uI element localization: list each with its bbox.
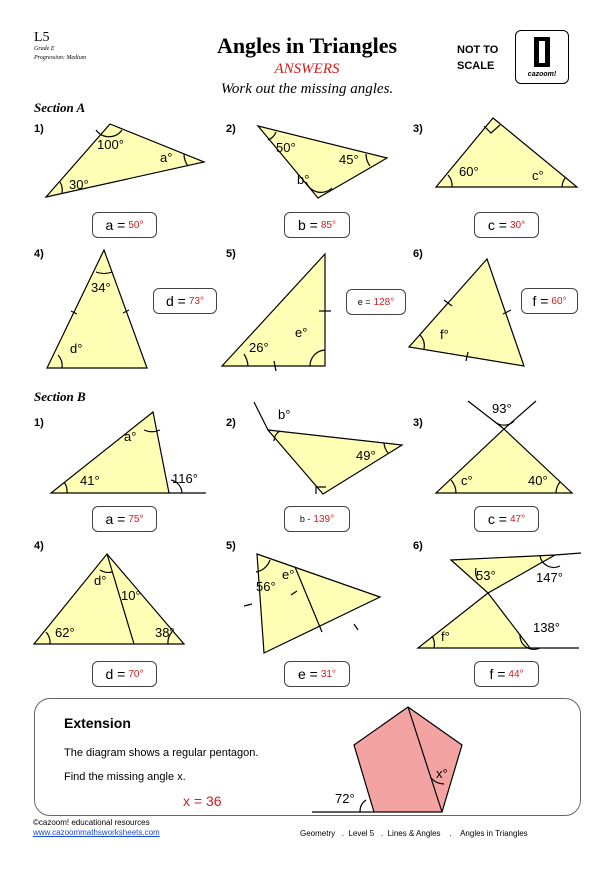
qb2-number: 2) <box>226 417 236 429</box>
answer-label: c = <box>487 217 507 233</box>
angle-label: 100° <box>97 137 124 152</box>
level-label: L5 <box>34 30 50 45</box>
section-a-heading: Section A <box>34 100 86 115</box>
answer-label: f = <box>532 293 549 309</box>
angle-label: 38° <box>155 625 175 640</box>
answer-box-b3 <box>474 506 539 532</box>
answer-value: 70° <box>128 668 144 680</box>
answer-label: e = <box>298 666 318 682</box>
answer-label: d = <box>105 666 126 682</box>
triangle-a5 <box>222 254 325 366</box>
answer-value: 60° <box>551 295 567 307</box>
answer-label: a = <box>105 217 126 233</box>
angle-label: e° <box>282 567 295 582</box>
answer-box-a4 <box>153 288 217 314</box>
angle-label: a° <box>124 429 137 444</box>
angle-label: 40° <box>528 473 548 488</box>
angle-label: 10° <box>121 588 141 603</box>
qb3-number: 3) <box>413 417 423 429</box>
page-subtitle: ANSWERS <box>274 61 340 77</box>
qb6-number: 6) <box>413 540 423 552</box>
not-to-scale-line1: NOT TO <box>457 44 499 56</box>
not-to-scale-line2: SCALE <box>457 60 495 72</box>
qb1-number: 1) <box>34 417 44 429</box>
angle-label: 49° <box>356 448 376 463</box>
angle-label: 116° <box>172 471 198 486</box>
qa6-number: 6) <box>413 248 423 260</box>
qa5-number: 5) <box>226 248 236 260</box>
answer-box-a5 <box>346 289 406 315</box>
triangle-b1 <box>51 412 169 493</box>
angle-label: c° <box>532 168 544 183</box>
extension-line-1: The diagram shows a regular pentagon. <box>64 747 259 759</box>
angle-label: c° <box>461 473 473 488</box>
angle-label: 138° <box>533 620 560 635</box>
qa3-number: 3) <box>413 123 423 135</box>
angle-label: 34° <box>91 280 111 295</box>
qa4-number: 4) <box>34 248 44 260</box>
answer-value: 47° <box>509 513 526 525</box>
triangle-b6b <box>418 593 530 648</box>
footer-link[interactable]: www.cazoommathsworksheets.com <box>33 828 160 837</box>
answer-box-b4 <box>92 661 157 687</box>
answer-value: 44° <box>508 668 524 680</box>
answer-label: b - <box>299 514 311 524</box>
angle-label: f° <box>441 629 450 644</box>
page-title: Angles in Triangles <box>216 33 398 58</box>
answer-label: b = <box>298 217 318 233</box>
answer-label: e = <box>357 297 371 307</box>
angle-label: a° <box>160 150 173 165</box>
angle-label: 30° <box>69 177 89 192</box>
extension-line-2: Find the missing angle x. <box>64 771 186 783</box>
qb5-number: 5) <box>226 540 236 552</box>
angle-label: 26° <box>249 340 269 355</box>
extension-answer: x = 36 <box>183 793 222 809</box>
answer-box-a6 <box>521 288 578 314</box>
angle-label: b° <box>278 407 291 422</box>
triangle-b2 <box>268 430 402 494</box>
angle-label: 45° <box>339 152 359 167</box>
angle-label: 72° <box>335 791 355 806</box>
triangle-b3 <box>436 429 572 493</box>
qa2-number: 2) <box>226 123 236 135</box>
angle-label: e° <box>295 325 308 340</box>
answer-value: 139° <box>313 513 335 525</box>
answer-box-b1 <box>92 506 157 532</box>
answer-box-b6 <box>474 661 539 687</box>
answer-value: 30° <box>509 219 526 231</box>
answer-value: 128° <box>373 296 395 308</box>
footer-topic: Geometry . Level 5 . Lines & Angles . Angles in Triangles <box>300 829 528 838</box>
answer-box-b2 <box>284 506 350 532</box>
angle-label: d° <box>94 573 107 588</box>
angle-label: b° <box>297 172 310 187</box>
angle-label: 41° <box>80 473 100 488</box>
answer-label: a = <box>105 511 126 527</box>
answer-value: 75° <box>128 513 144 525</box>
answer-label: f = <box>489 666 506 682</box>
answer-box-a1 <box>92 212 157 238</box>
angle-label: 56° <box>256 579 276 594</box>
angle-label: 50° <box>276 140 296 155</box>
triangle-a3 <box>436 118 577 187</box>
answer-value: 50° <box>128 219 144 231</box>
instruction-text: Work out the missing angles. <box>220 81 394 97</box>
angle-label: x° <box>436 766 448 781</box>
section-b-heading: Section B <box>34 389 86 404</box>
answer-value: 31° <box>320 668 336 680</box>
angle-label: 60° <box>459 164 479 179</box>
logo-text: cazoom! <box>527 71 557 78</box>
angle-label: 93° <box>492 401 512 416</box>
angle-label: 53° <box>476 568 496 583</box>
grade-label: Grade E <box>34 46 55 52</box>
answer-box-a2 <box>284 212 350 238</box>
angle-label: f° <box>440 327 449 342</box>
answer-box-a3 <box>474 212 539 238</box>
answer-label: c = <box>487 511 507 527</box>
triangle-b5 <box>257 554 380 653</box>
answer-label: d = <box>166 293 186 309</box>
answer-box-b5 <box>284 661 350 687</box>
qb4-number: 4) <box>34 540 44 552</box>
angle-label: 62° <box>55 625 75 640</box>
triangle-a4 <box>47 250 147 368</box>
progression-label: Progression: Medium <box>34 55 87 61</box>
angle-label: d° <box>70 341 83 356</box>
qa1-number: 1) <box>34 123 44 135</box>
answer-value: 85° <box>320 219 336 231</box>
footer-copyright: ©cazoom! educational resources <box>33 818 150 827</box>
angle-label: 147° <box>536 570 563 585</box>
answer-value: 73° <box>188 295 204 307</box>
extension-title: Extension <box>64 715 131 731</box>
